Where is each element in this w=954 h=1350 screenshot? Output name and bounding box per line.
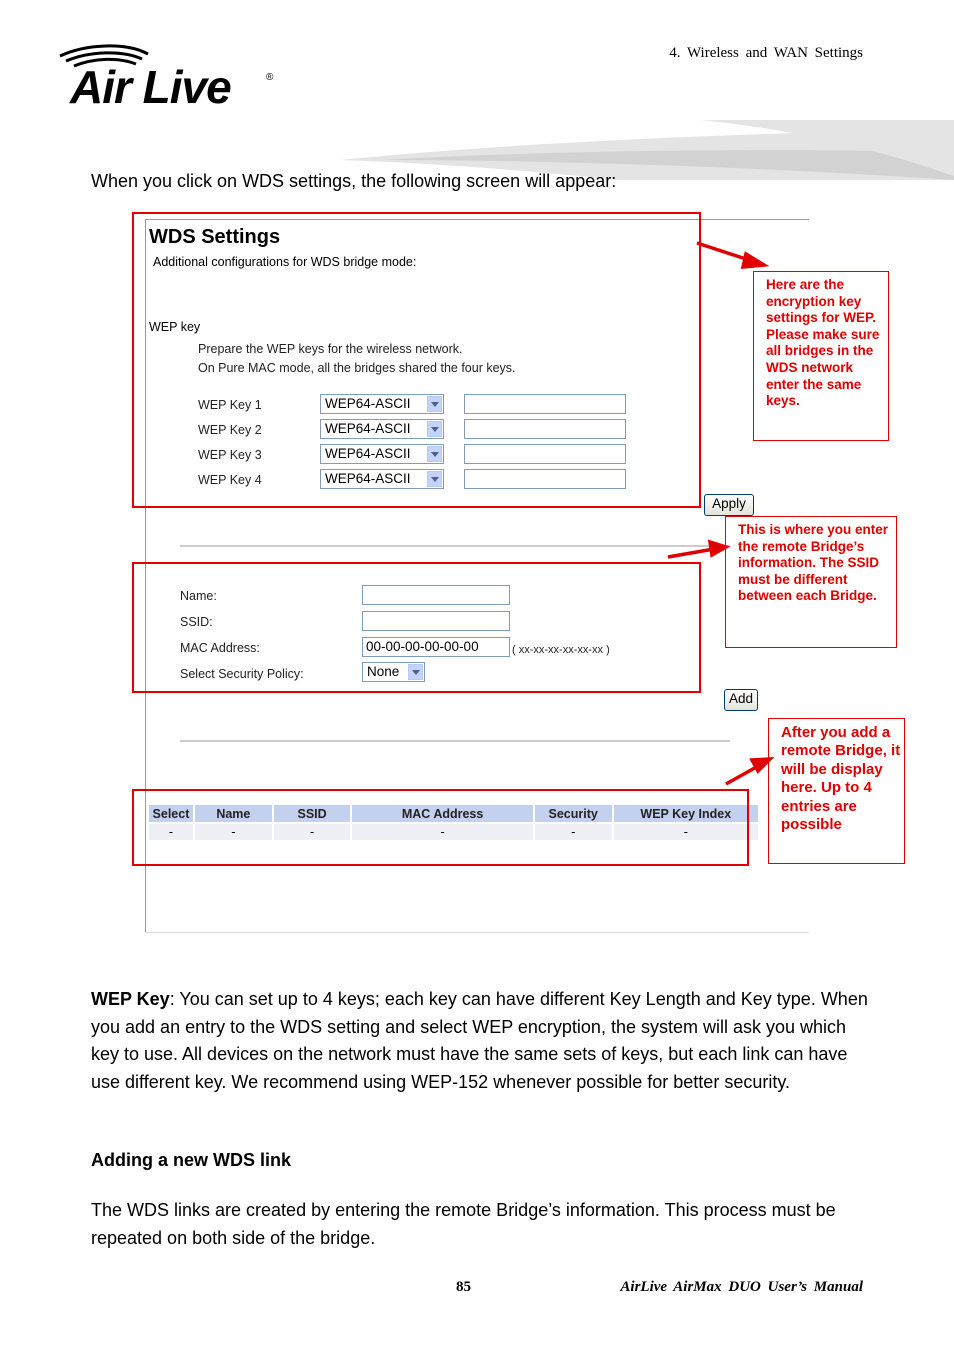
column-header: Security xyxy=(534,805,613,823)
column-header: SSID xyxy=(273,805,352,823)
wep-key-label: WEP Key 1 xyxy=(198,398,262,412)
table-cell: - xyxy=(149,823,194,840)
name-label: Name: xyxy=(180,589,217,603)
apply-button[interactable]: Apply xyxy=(704,494,754,516)
mac-address-input[interactable]: 00-00-00-00-00-00 xyxy=(362,637,510,657)
callout-remote-bridge: This is where you enter the remote Bridge’s information. The SSID must be different between each Bridge. xyxy=(725,516,897,648)
column-header: MAC Address xyxy=(351,805,533,823)
select-value: None xyxy=(367,664,400,679)
wep-key-label: WEP Key 4 xyxy=(198,473,262,487)
add-button[interactable]: Add xyxy=(724,689,758,711)
table-cell: - xyxy=(351,823,533,840)
wds-subtitle: Additional configurations for WDS bridge mode: xyxy=(153,255,417,269)
select-value: WEP64-ASCII xyxy=(325,471,411,486)
mac-format-hint: ( xx-xx-xx-xx-xx-xx ) xyxy=(512,644,610,656)
column-header: WEP Key Index xyxy=(613,805,759,823)
column-header: Select xyxy=(149,805,194,823)
wep-key-label: WEP Key 2 xyxy=(198,423,262,437)
callout-wds-list: After you add a remote Bridge, it will be display here. Up to 4 entries are possible xyxy=(768,718,905,864)
table-cell: - xyxy=(194,823,273,840)
intro-text: When you click on WDS settings, the following screen will appear: xyxy=(91,171,617,191)
wep-description-1: Prepare the WEP keys for the wireless network. xyxy=(198,342,463,356)
manual-title: AirLive AirMax DUO User’s Manual xyxy=(620,1279,863,1295)
select-value: WEP64-ASCII xyxy=(325,396,411,411)
wep-description-2: On Pure MAC mode, all the bridges shared the four keys. xyxy=(198,361,516,375)
wds-link-paragraph: The WDS links are created by entering the remote Bridge’s information. This process must be repeated on both side of the bridge. xyxy=(91,1200,836,1248)
table-cell: - xyxy=(534,823,613,840)
wds-title: WDS Settings xyxy=(149,226,281,248)
airlive-logo: Air Live xyxy=(70,61,231,113)
column-header: Name xyxy=(194,805,273,823)
select-value: WEP64-ASCII xyxy=(325,446,411,461)
callout-wep-keys: Here are the encryption key settings for WEP. Please make sure all bridges in the WDS network enter the same keys. xyxy=(753,271,889,441)
chapter-header: 4. Wireless and WAN Settings xyxy=(669,45,863,61)
section-heading: Adding a new WDS link xyxy=(91,1150,292,1170)
wep-key-description: : You can set up to 4 keys; each key can have different Key Length and Key type. When you add an entry to the WDS setting and select WEP encryption, the system will ask you which key to use. All devices on the network must have the same sets of keys, but each link can have use different key. We recommend using WEP-152 whenever possible for better security. xyxy=(91,989,868,1093)
wep-key-term: WEP Key xyxy=(91,989,170,1009)
select-value: WEP64-ASCII xyxy=(325,421,411,436)
wep-heading: WEP key xyxy=(149,320,201,334)
table-cell: - xyxy=(613,823,759,840)
wep-key-label: WEP Key 3 xyxy=(198,448,262,462)
ssid-label: SSID: xyxy=(180,615,213,629)
security-policy-label: Select Security Policy: xyxy=(180,667,304,681)
table-cell: - xyxy=(273,823,352,840)
logo-registered: ® xyxy=(266,72,274,83)
mac-address-label: MAC Address: xyxy=(180,641,260,655)
page-number: 85 xyxy=(456,1279,471,1295)
wep-key-paragraph xyxy=(91,986,871,1097)
